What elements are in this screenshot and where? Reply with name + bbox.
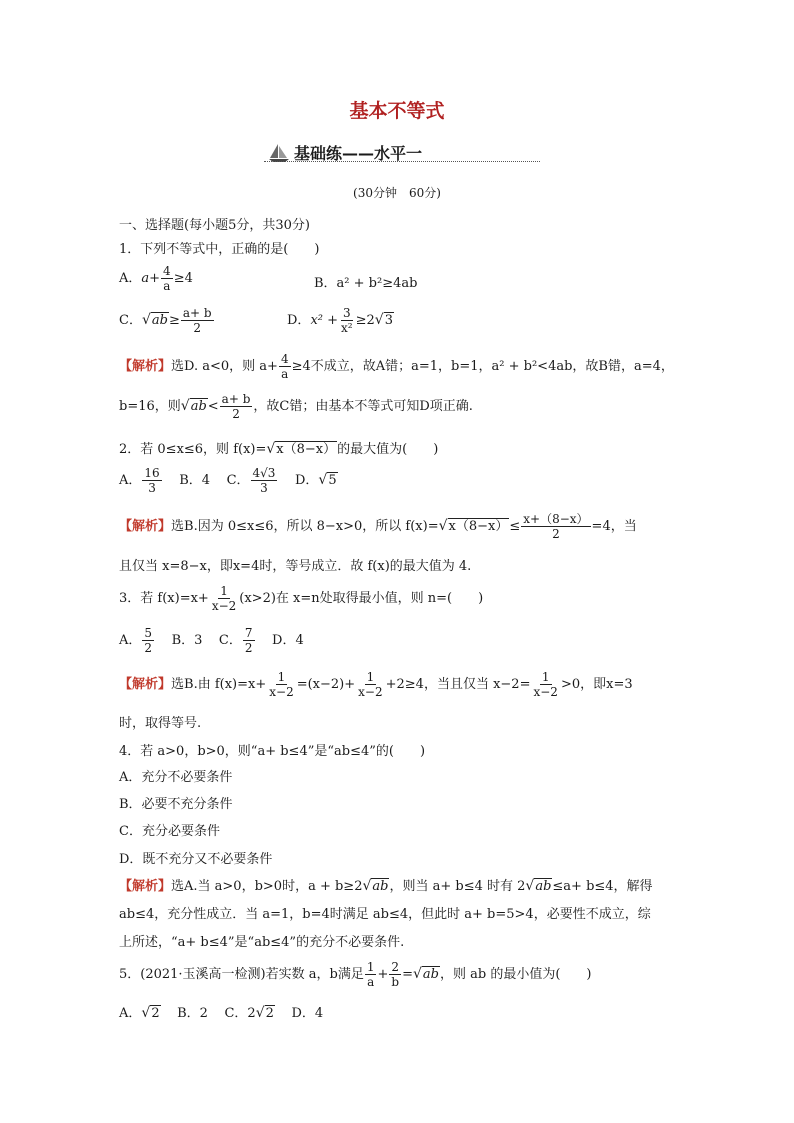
q1-analysis-line1: 【解析】选D. a<0，则 a+ $\frac{4}{a}$ ≥4不成立，故A错；a=1，b=1，a² + b²<4ab，故B错，a=4，: [119, 352, 674, 381]
q5-stem: 5．(2021·玉溪高一检测)若实数 a，b满足 $\frac{1}{a}$ + $\frac{2}{b}$ =√ab，则 ab 的最小值为( ): [119, 960, 592, 989]
q1-stem: 1．下列不等式中，正确的是( ): [119, 242, 320, 257]
q4-stem: 4．若 a>0，b>0，则“a+ b≤4”是“ab≤4”的( ): [119, 744, 426, 759]
q1-option-d: D．x² + $\frac{3}{\text{x²}}$ ≥2√3: [287, 306, 393, 335]
level-label: 基础练——水平一: [294, 144, 423, 163]
q2-stem: 2．若 0≤x≤6，则 f(x)=√x（8−x）的最大值为( ): [119, 441, 439, 457]
q4-option-b: B．必要不充分条件: [119, 797, 233, 812]
page-title: 基本不等式: [349, 100, 445, 122]
q5-options: A．√2 B．2 C．2√2 D．4: [119, 1005, 324, 1021]
q2-analysis-line1: 【解析】选B.因为 0≤x≤6，所以 8−x>0，所以 f(x)=√x（8−x）≤ $\frac{x+(8-x)}{2}$ =4，当: [119, 512, 637, 541]
q4-analysis-line1: 【解析】选A.当 a>0，b>0时，a + b≥2√ab，则当 a+ b≤4 时有 2√ab≤a+ b≤4，解得: [119, 878, 653, 894]
q4-analysis-line2: ab≤4，充分性成立．当 a=1，b=4时满足 ab≤4，但此时 a+ b=5>4，必要性不成立，综: [119, 907, 651, 922]
q3-analysis-line2: 时，取得等号.: [119, 716, 202, 731]
q2-options: A． $\frac{16}{3}$ B．4 C． $\frac{4√3}{3}$ D．√5: [119, 466, 337, 495]
section-heading: 一、选择题(每小题5分，共30分): [119, 218, 310, 233]
q1-option-a: A．a+ $\frac{4}{a}$ ≥4: [119, 264, 193, 293]
q1-option-b: B．a² + b²≥4ab: [314, 276, 418, 291]
q4-option-d: D．既不充分又不必要条件: [119, 852, 273, 867]
time-score: (30分钟 60分): [353, 186, 441, 200]
q1-analysis-line2: b=16，则√ab< $\frac{a+ b}{2}$ ，故C错；由基本不等式可知D项正确.: [119, 392, 473, 421]
q3-analysis-line1: 【解析】选B.由 f(x)=x+ $\frac{1}{x-2}$ =(x−2)+ $\frac{1}{x-2}$ +2≥4，当且仅当 x−2= $\frac{1}{x-2}$ >0，即x=3: [119, 670, 633, 699]
q3-stem: 3．若 f(x)=x+ $\frac{1}{x-2}$ (x>2)在 x=n处取得最小值，则 n=( ): [119, 584, 484, 613]
q1-option-c: C．√ab≥ $\frac{a+ b}{2}$: [119, 306, 212, 335]
q4-option-a: A．充分不必要条件: [119, 770, 233, 785]
heading-divider: [264, 161, 540, 162]
q4-option-c: C．充分必要条件: [119, 824, 220, 839]
q4-analysis-line3: 上所述，“a+ b≤4”是“ab≤4”的充分不必要条件.: [119, 935, 405, 950]
q3-options: A． $\frac{5}{2}$ B．3 C． $\frac{7}{2}$ D．4: [119, 626, 304, 655]
q2-analysis-line2: 且仅当 x=8−x，即x=4时，等号成立．故 f(x)的最大值为 4.: [119, 559, 472, 574]
sailboat-icon: [268, 143, 290, 163]
